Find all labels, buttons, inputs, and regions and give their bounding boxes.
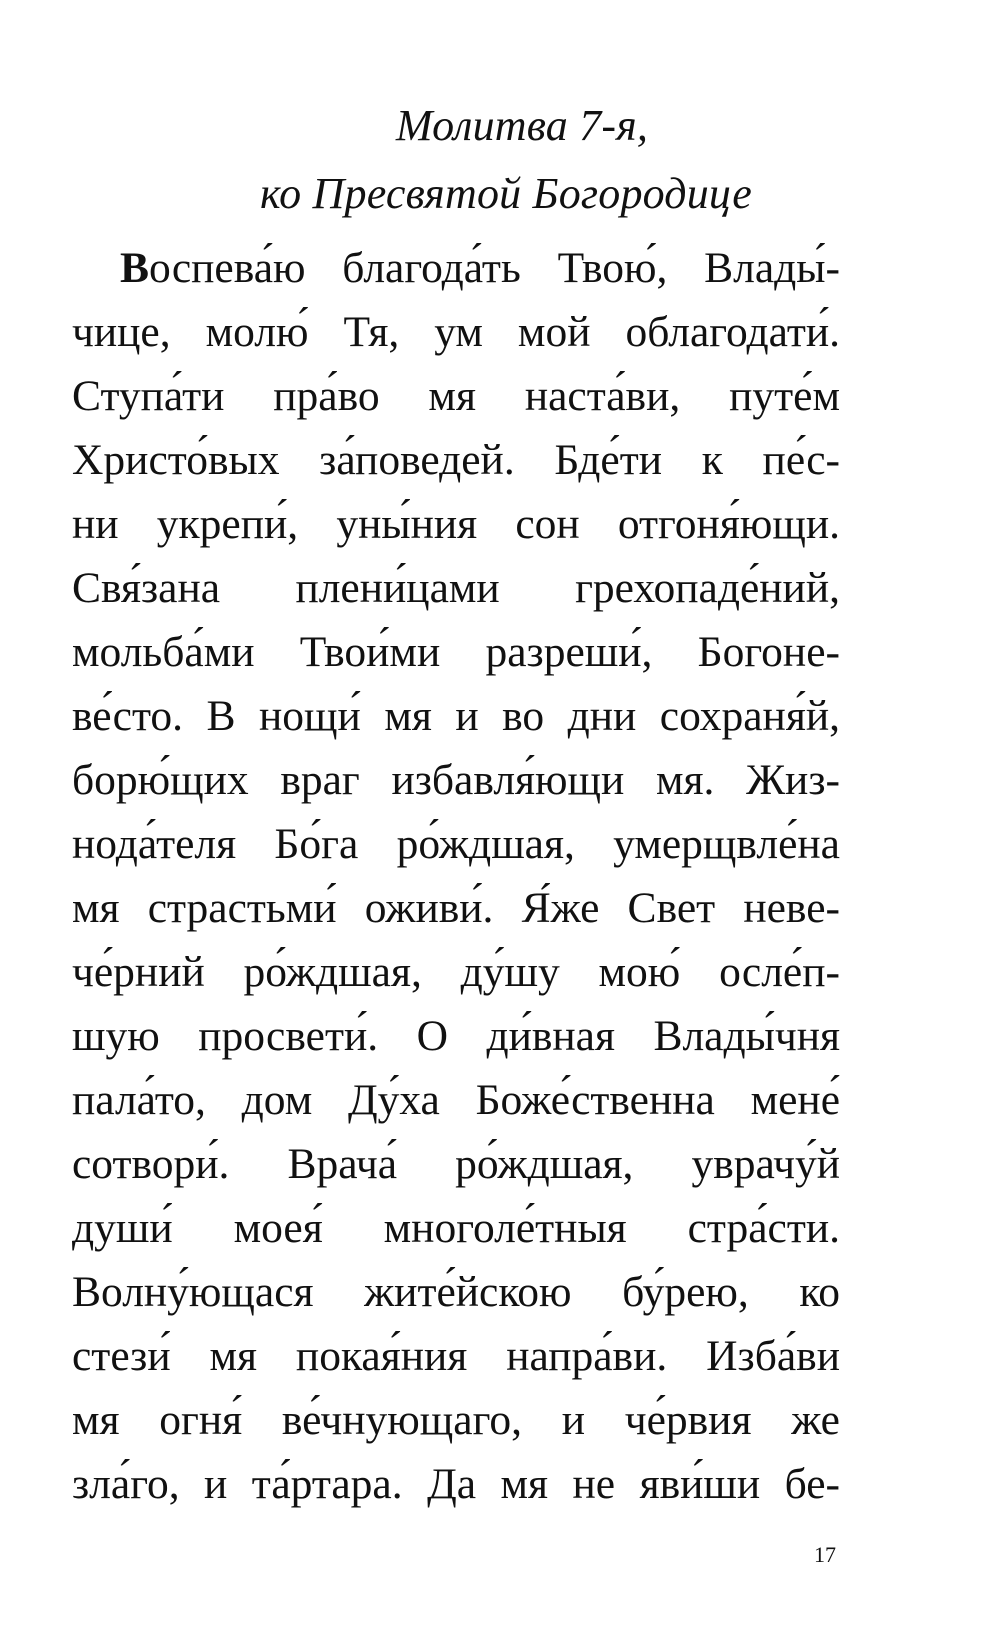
text-line: ве́сто. В нощи́ мя и во дни сохраня́й, [72, 692, 840, 740]
text-line: мя огня́ ве́чнующаго, и че́рвия же [72, 1396, 840, 1444]
text-line: Христо́вых за́поведей. Бде́ти к пе́с- [72, 436, 840, 484]
text-line: чице, молю́ Тя, ум мой облагодати́. [72, 308, 840, 356]
text-line: зла́го, и та́ртара. Да мя не яви́ши бе- [72, 1460, 840, 1508]
text-line: Ступа́ти пра́во мя наста́ви, путе́м [72, 372, 840, 420]
text-line: шую просвети́. О ди́вная Влады́чня [72, 1012, 840, 1060]
text-line: нода́теля Бо́га ро́ждшая, умерщвле́на [72, 820, 840, 868]
prayer-title: Молитва 7-я, [395, 101, 649, 150]
text-line: Свя́зана плени́цами грехопаде́ний, [72, 564, 840, 612]
text-line [72, 236, 840, 300]
page-number: 17 [814, 1542, 836, 1567]
prayer-subtitle: ко Пресвятой Богородице [260, 169, 752, 218]
text-line: сотвори́. Врача́ ро́ждшая, уврачу́й [72, 1140, 840, 1188]
text-line: ни укрепи́, уны́ния сон отгоня́ющи. [72, 500, 840, 548]
text-line-rest: оспева́ю благода́ть Твою́, Влады́- [149, 244, 840, 292]
text-line: борю́щих враг избавля́ющи мя. Жиз- [72, 756, 840, 804]
text-line: мольба́ми Твои́ми разреши́, Богоне- [72, 628, 840, 676]
drop-cap: В [120, 244, 150, 292]
text-line: мя страстьми́ оживи́. Я́же Свет неве- [72, 884, 840, 932]
prayer-text [72, 236, 840, 1516]
text-line: Волну́ющася жите́йскою бу́рею, ко [72, 1268, 840, 1316]
text-line: души́ моея́ многоле́тныя стра́сти. [72, 1204, 840, 1252]
text-line: стези́ мя покая́ния напра́ви. Изба́ви [72, 1332, 840, 1380]
text-line: пала́то, дом Ду́ха Боже́ственна мене́ [72, 1076, 840, 1124]
text-line: че́рний ро́ждшая, ду́шу мою́ осле́п- [72, 948, 840, 996]
